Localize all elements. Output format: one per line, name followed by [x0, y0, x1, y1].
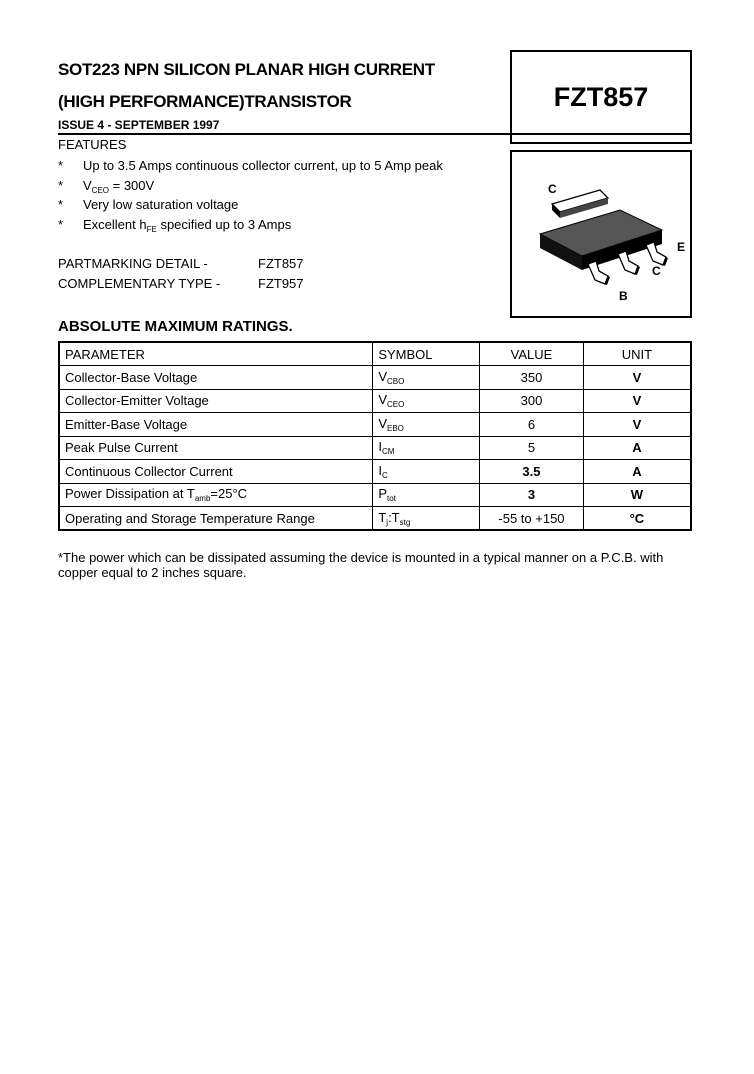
table-row [59, 413, 691, 437]
cell-unit: A [583, 460, 691, 484]
ratings-table [58, 341, 692, 531]
table-row [59, 436, 691, 460]
cell-symbol: $I_C$ [373, 460, 480, 484]
cell-unit: V [583, 366, 691, 390]
pin-label-b: B [619, 289, 628, 303]
cell-parameter: Continuous Collector Current [59, 460, 373, 484]
bullet: * [58, 217, 64, 232]
header-symbol: SYMBOL [373, 342, 480, 366]
package-image-box [510, 150, 692, 318]
table-row [59, 483, 691, 507]
cell-value: -55 to +150 [480, 507, 584, 531]
cell-unit: °C [583, 507, 691, 531]
section-title: ABSOLUTE MAXIMUM RATINGS. [58, 318, 293, 335]
part-number-box [510, 50, 692, 144]
cell-symbol: $I_{CM}$ [373, 436, 480, 460]
partmarking-value: FZT857 [258, 256, 304, 271]
cell-parameter: Emitter-Base Voltage [59, 413, 373, 437]
feature-item-3: * Very low saturation voltage [58, 197, 239, 212]
cell-parameter: Collector-Base Voltage [59, 366, 373, 390]
cell-symbol: $V_{EBO}$ [373, 413, 480, 437]
features-heading: FEATURES [58, 137, 127, 152]
complementary-value: FZT957 [258, 276, 304, 291]
table-row [59, 366, 691, 390]
cell-value: 350 [480, 366, 584, 390]
feature-item-1: * Up to 3.5 Amps continuous collector current, up to 5 Amp peak [58, 158, 443, 173]
cell-unit: W [583, 483, 691, 507]
cell-parameter: Operating and Storage Temperature Range [59, 507, 373, 531]
bullet: * [58, 178, 64, 193]
footnote: *The power which can be dissipated assuming the device is mounted in a typical manner on a P.C.B. with copper equal to 2 inches square. [58, 550, 664, 580]
partmarking-label: PARTMARKING DETAIL - [58, 256, 208, 271]
table-row [59, 389, 691, 413]
table-row [59, 460, 691, 484]
feature-item-4: * Excellent $h_{FE}$ specified up to 3 Amps [58, 217, 292, 234]
cell-parameter: Power Dissipation at $T_{amb}=25^\circ C$ [59, 483, 373, 507]
issue-line: ISSUE 4 - SEPTEMBER 1997 [58, 118, 220, 132]
title-line-2: (HIGH PERFORMANCE)TRANSISTOR [58, 92, 352, 111]
pin-label-e: E [677, 240, 686, 254]
table-header-row [59, 342, 691, 366]
cell-value: 5 [480, 436, 584, 460]
header-rule [58, 133, 692, 135]
cell-parameter: Collector-Emitter Voltage [59, 389, 373, 413]
cell-symbol: $V_{CEO}$ [373, 389, 480, 413]
cell-symbol: $T_j:T_{stg}$ [373, 507, 480, 531]
cell-unit: A [583, 436, 691, 460]
header-value: VALUE [480, 342, 584, 366]
feature-item-2: * $V_{CEO} = 300V$ [58, 178, 155, 195]
title-line-1: SOT223 NPN SILICON PLANAR HIGH CURRENT [58, 60, 435, 79]
part-number: FZT857 [553, 81, 649, 112]
cell-value: 300 [480, 389, 584, 413]
pin-label-c-top: C [548, 182, 557, 196]
bullet: * [58, 158, 64, 173]
cell-symbol: $P_{tot}$ [373, 483, 480, 507]
bullet: * [58, 197, 64, 212]
pin-label-c: C [652, 264, 661, 278]
cell-value: 3 [480, 483, 584, 507]
sot223-package-drawing [512, 152, 690, 316]
cell-value: 3.5 [480, 460, 584, 484]
header-unit: UNIT [583, 342, 691, 366]
cell-value: 6 [480, 413, 584, 437]
cell-unit: V [583, 389, 691, 413]
cell-unit: V [583, 413, 691, 437]
complementary-label: COMPLEMENTARY TYPE - [58, 276, 221, 291]
table-row [59, 507, 691, 531]
cell-parameter: Peak Pulse Current [59, 436, 373, 460]
cell-symbol: $V_{CBO}$ [373, 366, 480, 390]
header-parameter: PARAMETER [59, 342, 373, 366]
